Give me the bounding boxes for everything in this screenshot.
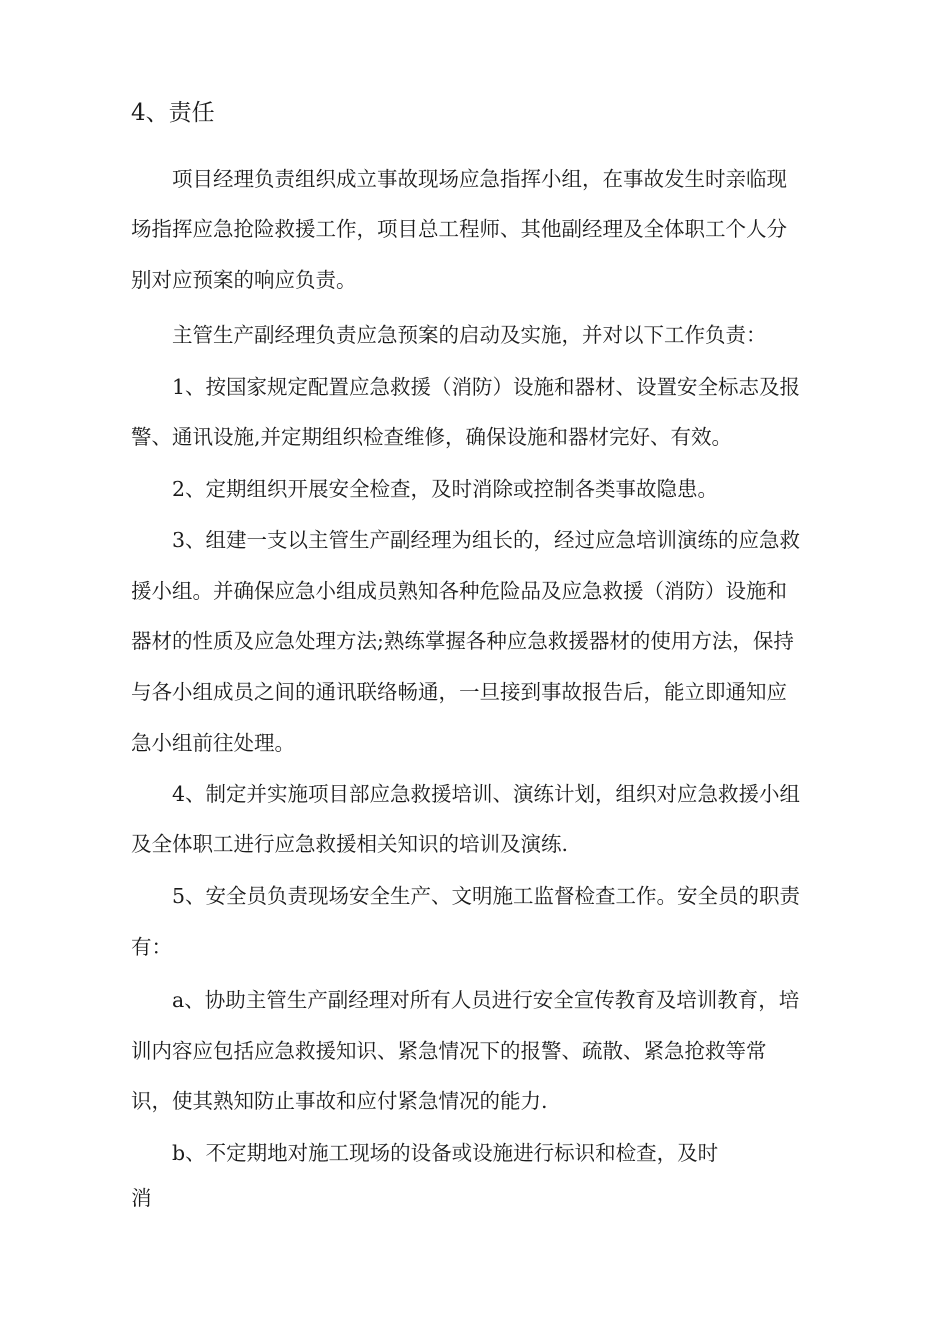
text-line: 场指挥应急抢险救援工作，项目总工程师、其他副经理及全体职工个人分	[131, 217, 787, 241]
text-line: 识，使其熟知防止事故和应付紧急情况的能力.	[131, 1089, 548, 1113]
text-line: 4、制定并实施项目部应急救援培训、演练计划，组织对应急救援小组	[172, 782, 801, 806]
text-line: 训内容应包括应急救援知识、紧急情况下的报警、疏散、紧急抢救等常	[131, 1039, 767, 1063]
text-line: 1、按国家规定配置应急救援（消防）设施和器材、设置安全标志及报	[172, 375, 801, 399]
text-line: 5、安全员负责现场安全生产、文明施工监督检查工作。安全员的职责	[172, 884, 801, 908]
text-line: 主管生产副经理负责应急预案的启动及实施，并对以下工作负责：	[172, 323, 767, 347]
text-line: 别对应预案的响应负责。	[131, 268, 357, 292]
text-line: 急小组前往处理。	[131, 731, 295, 755]
text-line: 与各小组成员之间的通讯联络畅通，一旦接到事故报告后，能立即通知应	[131, 680, 787, 704]
text-line: 器材的性质及应急处理方法;熟练掌握各种应急救援器材的使用方法，保持	[131, 629, 794, 653]
text-line: b、不定期地对施工现场的设备或设施进行标识和检查，及时	[172, 1141, 719, 1165]
text-line: 项目经理负责组织成立事故现场应急指挥小组，在事故发生时亲临现	[172, 167, 787, 191]
section-heading: 4、责任	[131, 100, 215, 126]
text-line: 消	[131, 1186, 152, 1210]
text-line: 援小组。并确保应急小组成员熟知各种危险品及应急救援（消防）设施和	[131, 579, 787, 603]
text-line: 2、定期组织开展安全检查，及时消除或控制各类事故隐患。	[172, 477, 719, 501]
text-line: a、协助主管生产副经理对所有人员进行安全宣传教育及培训教育，培	[172, 988, 800, 1012]
text-line: 及全体职工进行应急救援相关知识的培训及演练.	[131, 832, 569, 856]
text-line: 警、通讯设施,并定期组织检查维修，确保设施和器材完好、有效。	[131, 425, 733, 449]
text-line: 3、组建一支以主管生产副经理为组长的，经过应急培训演练的应急救	[172, 528, 801, 552]
text-line: 有：	[131, 935, 172, 959]
